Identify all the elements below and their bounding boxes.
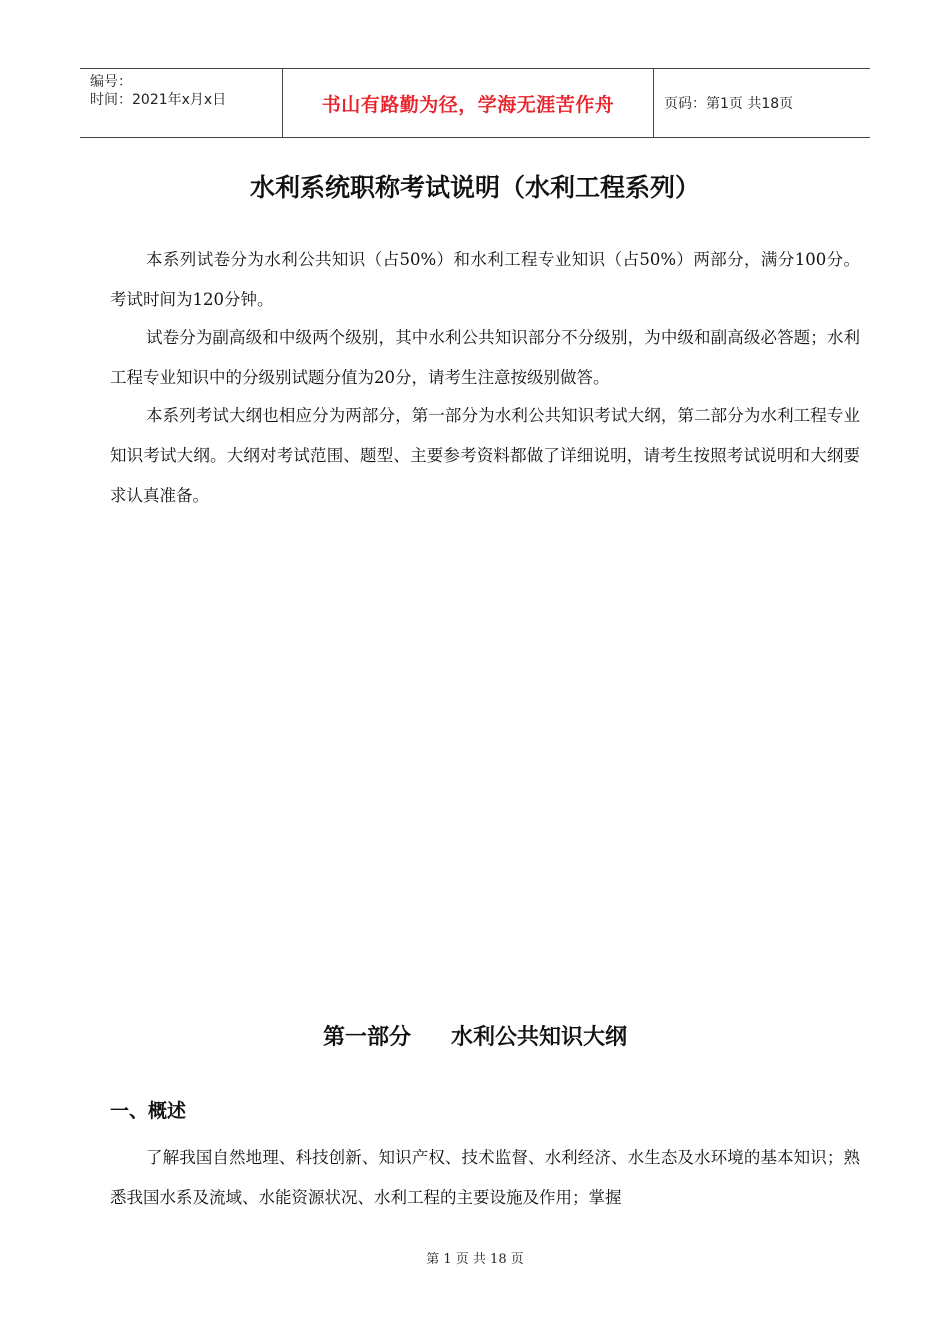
part-name: 水利公共知识大纲 <box>451 1025 628 1050</box>
section-paragraph: 了解我国自然地理、科技创新、知识产权、技术监督、水利经济、水生态及水环境的基本知识；熟悉我国水系及流域、水能资源状况、水利工程的主要设施及作用；掌握 <box>110 1148 860 1207</box>
intro-paragraph-3: 本系列考试大纲也相应分为两部分，第一部分为水利公共知识考试大纲，第二部分为水利工程专业知识考试大纲。大纲对考试范围、题型、主要参考资料都做了详细说明，请考生按照考试说明和大纲要求认真准备。 <box>110 406 860 505</box>
part-number: 第一部分 <box>322 1025 411 1050</box>
intro-paragraph-1: 本系列试卷分为水利公共知识（占50%）和水利工程专业知识（占50%）两部分，满分100分。考试时间为120分钟。 <box>110 250 860 309</box>
section-heading: 一、概述 <box>110 1100 187 1122</box>
header-page-info: 页码：第1页 共18页 <box>664 96 794 112</box>
document-header <box>80 68 870 138</box>
document-title: 水利系统职称考试说明（水利工程系列） <box>249 173 700 202</box>
intro-paragraph-2: 试卷分为副高级和中级两个级别，其中水利公共知识部分不分级别，为中级和副高级必答题；水利工程专业知识中的分级别试题分值为20分，请考生注意按级别做答。 <box>110 328 860 387</box>
part-heading <box>0 1020 950 1051</box>
page-footer: 第 1 页 共 18 页 <box>426 1252 524 1267</box>
serial-number-label: 编号： <box>90 74 132 90</box>
date-label: 时间：2021年x月x日 <box>90 92 227 108</box>
header-motto: 书山有路勤为径，学海无涯苦作舟 <box>282 69 654 137</box>
header-meta <box>80 69 282 137</box>
